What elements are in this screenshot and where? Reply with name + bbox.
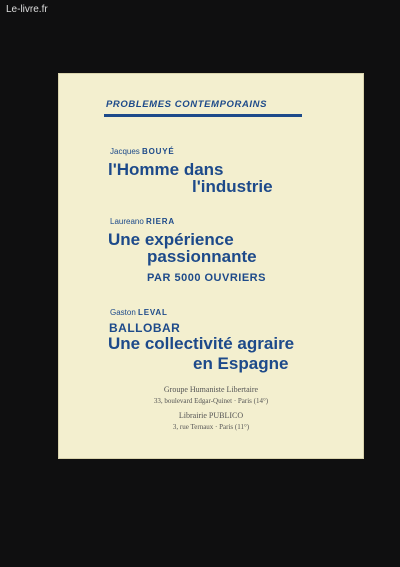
publisher-group-name: Groupe Humaniste Libertaire — [163, 385, 259, 394]
series-underline — [104, 114, 302, 117]
watermark-text: Le-livre.fr — [6, 4, 48, 15]
publisher-shop-address: 3, rue Ternaux · Paris (11°) — [172, 423, 250, 431]
author-1-first: Jacques — [110, 147, 140, 156]
author-3 — [110, 308, 168, 317]
publisher-group-address: 33, boulevard Edgar-Quinet · Paris (14°) — [153, 397, 269, 405]
author-1 — [110, 147, 174, 156]
book-1-title-line2: l'industrie — [192, 177, 273, 196]
author-3-first: Gaston — [110, 308, 136, 317]
book-2-title-line2: passionnante — [147, 247, 257, 266]
book-3-title-line2: en Espagne — [193, 354, 289, 373]
publisher-shop-name: Librairie PUBLICO — [178, 411, 244, 420]
author-2-first: Laureano — [110, 217, 144, 226]
book-cover — [58, 73, 364, 459]
author-1-last: BOUYÉ — [142, 147, 175, 156]
series-title: PROBLEMES CONTEMPORAINS — [106, 99, 268, 110]
book-3-kicker: BALLOBAR — [109, 321, 181, 335]
book-1-title-line1: l'Homme dans — [108, 160, 224, 179]
author-2 — [110, 217, 175, 226]
book-3-title-line1: Une collectivité agraire — [108, 334, 295, 353]
author-2-last: RIERA — [146, 217, 175, 226]
book-2-title-line1: Une expérience — [108, 230, 234, 249]
book-2-subtitle: PAR 5000 OUVRIERS — [147, 272, 266, 284]
author-3-last: LEVAL — [138, 308, 168, 317]
